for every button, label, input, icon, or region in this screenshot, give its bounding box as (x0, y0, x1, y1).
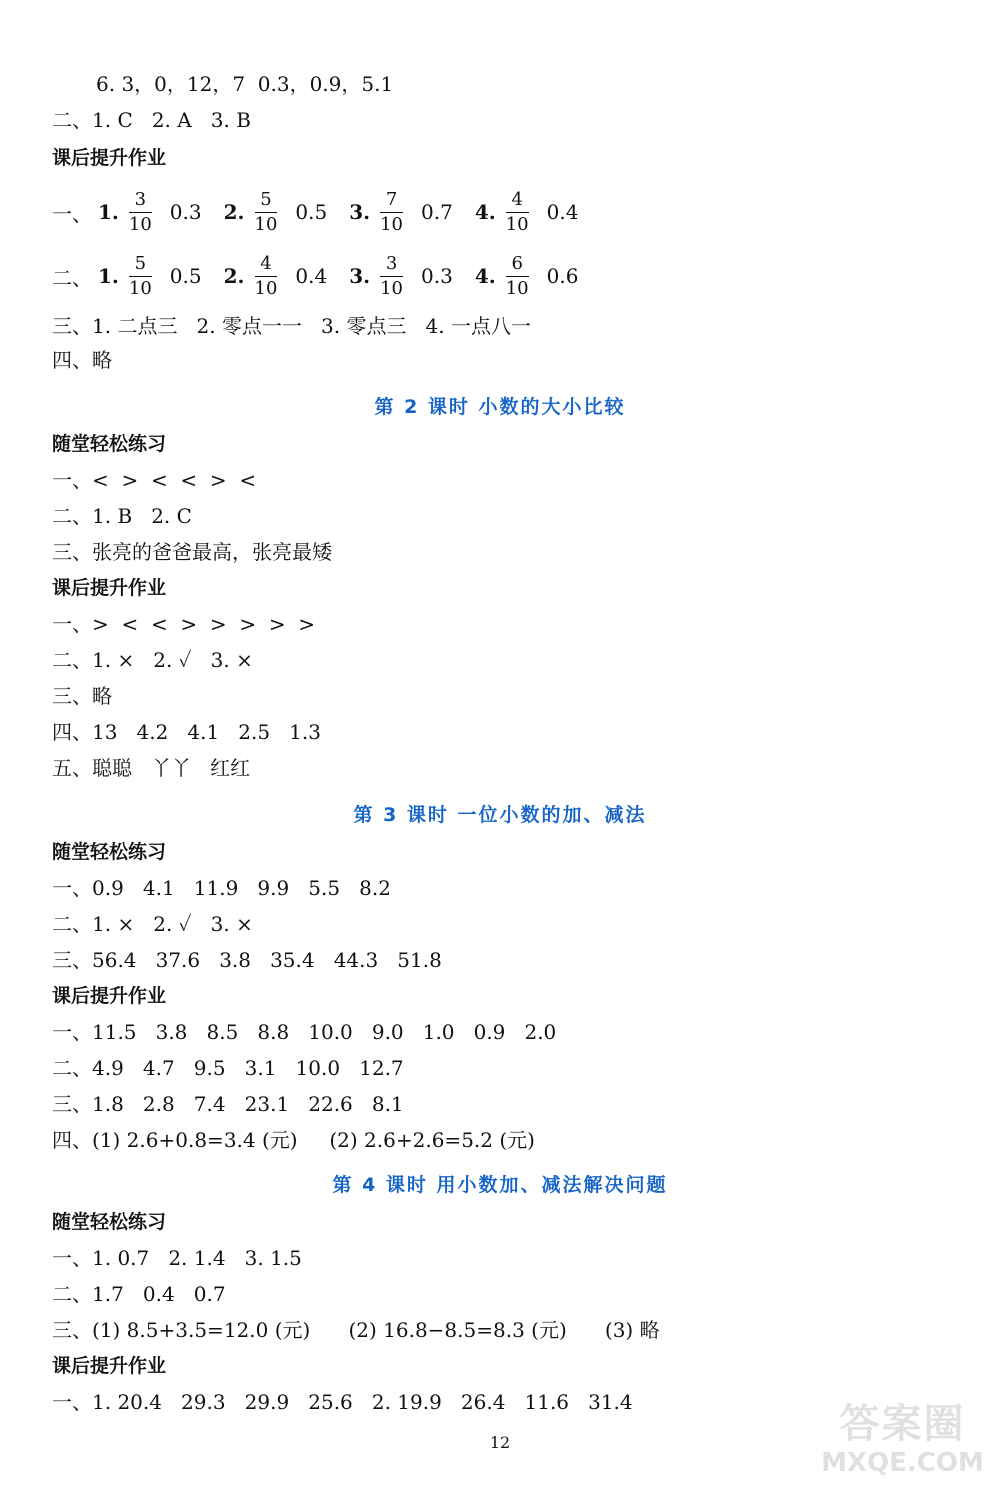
question-number: 2. (223, 200, 245, 224)
numerator: 3 (385, 252, 398, 274)
decimal-answer: 0.6 (546, 264, 579, 288)
watermark-text: 答案圈 (839, 1401, 966, 1447)
section-heading: 课后提升作业 (52, 1355, 167, 1377)
question-number: 1. (98, 264, 119, 288)
fraction (380, 254, 403, 299)
denominator: 10 (380, 213, 404, 235)
row-prefix: 一、 (52, 201, 92, 226)
decimal-answer: 0.7 (421, 200, 453, 224)
answer-line: 三、略 (52, 684, 112, 708)
question-number: 2. (223, 264, 245, 288)
page-number: 12 (489, 1433, 511, 1452)
watermark-url: MXQE.COM (821, 1448, 984, 1478)
numerator: 6 (511, 252, 523, 274)
denominator: 10 (505, 213, 529, 235)
numerator: 7 (385, 188, 398, 210)
answer-line: 一、1. 0.7 2. 1.4 3. 1.5 (52, 1246, 302, 1270)
question-number: 3. (349, 264, 371, 288)
fraction-item (224, 254, 328, 299)
fraction (255, 190, 278, 235)
fraction-item (98, 254, 202, 299)
answer-line: 二、1. × 2. ✓ 3. × (52, 912, 253, 936)
answer-line: 四、略 (52, 348, 112, 372)
fraction-item (475, 254, 579, 299)
answer-line: 二、4.9 4.7 9.5 3.1 10.0 12.7 (52, 1056, 404, 1080)
denominator: 10 (128, 213, 152, 235)
question-number: 4. (474, 200, 496, 224)
fraction (506, 190, 529, 235)
answer-line: 一、1. 20.4 29.3 29.9 25.6 2. 19.9 26.4 11.6 31.4 (52, 1390, 633, 1414)
answer-line: 二、1. B 2. C (52, 504, 192, 528)
fraction-item (98, 190, 202, 235)
decimal-answer: 0.5 (169, 264, 202, 288)
answer-line: 二、1.7 0.4 0.7 (52, 1282, 226, 1306)
answer-line: 三、56.4 37.6 3.8 35.4 44.3 51.8 (52, 948, 442, 972)
fraction (380, 190, 403, 235)
decimal-answer: 0.4 (546, 200, 579, 224)
decimal-answer: 0.4 (295, 264, 328, 288)
fraction (506, 254, 529, 299)
numerator: 4 (511, 188, 523, 210)
answer-line: 一、> < < > > > > > (52, 612, 316, 636)
section-heading: 随堂轻松练习 (52, 841, 167, 863)
section-heading: 课后提升作业 (52, 577, 167, 599)
numerator: 4 (260, 252, 272, 274)
row-prefix: 二、 (52, 265, 92, 290)
answer-line: 6. 3，0，12，7 0.3，0.9，5.1 (96, 72, 394, 96)
lesson-heading: 第 2 课时 小数的大小比较 (374, 396, 626, 418)
denominator: 10 (254, 213, 278, 235)
answer-line: 三、张亮的爸爸最高，张亮最矮 (52, 540, 332, 564)
answer-line: 五、聪聪 丫丫 红红 (52, 756, 251, 780)
answer-line: 一、< > < < > < (52, 468, 257, 492)
denominator: 10 (380, 277, 404, 299)
fraction-answer-row (52, 184, 600, 240)
fraction-answer-row (52, 248, 600, 304)
fraction (129, 254, 152, 299)
question-number: 3. (349, 200, 371, 224)
decimal-answer: 0.3 (169, 200, 202, 224)
question-number: 4. (474, 264, 496, 288)
lesson-heading: 第 3 课时 一位小数的加、减法 (353, 804, 647, 826)
decimal-answer: 0.5 (295, 200, 328, 224)
answer-line: 四、(1) 2.6+0.8=3.4 (元) (2) 2.6+2.6=5.2 (元) (52, 1128, 535, 1152)
decimal-answer: 0.3 (421, 264, 453, 288)
question-number: 1. (98, 200, 119, 224)
denominator: 10 (128, 277, 152, 299)
lesson-heading: 第 4 课时 用小数加、减法解决问题 (332, 1174, 668, 1196)
denominator: 10 (254, 277, 278, 299)
section-heading: 课后提升作业 (52, 147, 167, 169)
watermark-logo (820, 1392, 985, 1490)
answer-line: 三、1.8 2.8 7.4 23.1 22.6 8.1 (52, 1092, 404, 1116)
section-heading: 随堂轻松练习 (52, 433, 167, 455)
fraction (129, 190, 152, 235)
fraction-item (224, 190, 328, 235)
fraction-item (475, 190, 579, 235)
numerator: 5 (260, 188, 272, 210)
answer-line: 三、(1) 8.5+3.5=12.0 (元) (2) 16.8−8.5=8.3 (元) (3) 略 (52, 1318, 660, 1342)
numerator: 3 (134, 188, 147, 210)
answer-line: 三、1. 二点三 2. 零点一一 3. 零点三 4. 一点八一 (52, 314, 531, 338)
section-heading: 随堂轻松练习 (52, 1211, 167, 1233)
fraction-item (349, 190, 453, 235)
numerator: 5 (134, 252, 147, 274)
answer-line: 一、0.9 4.1 11.9 9.9 5.5 8.2 (52, 876, 391, 900)
fraction-item (349, 254, 453, 299)
denominator: 10 (505, 277, 529, 299)
answer-line: 四、13 4.2 4.1 2.5 1.3 (52, 720, 321, 744)
answer-line: 一、11.5 3.8 8.5 8.8 10.0 9.0 1.0 0.9 2.0 (52, 1020, 557, 1044)
answer-line: 二、1. C 2. A 3. B (52, 108, 251, 132)
section-heading: 课后提升作业 (52, 985, 167, 1007)
answer-line: 二、1. × 2. ✓ 3. × (52, 648, 253, 672)
fraction (255, 254, 278, 299)
